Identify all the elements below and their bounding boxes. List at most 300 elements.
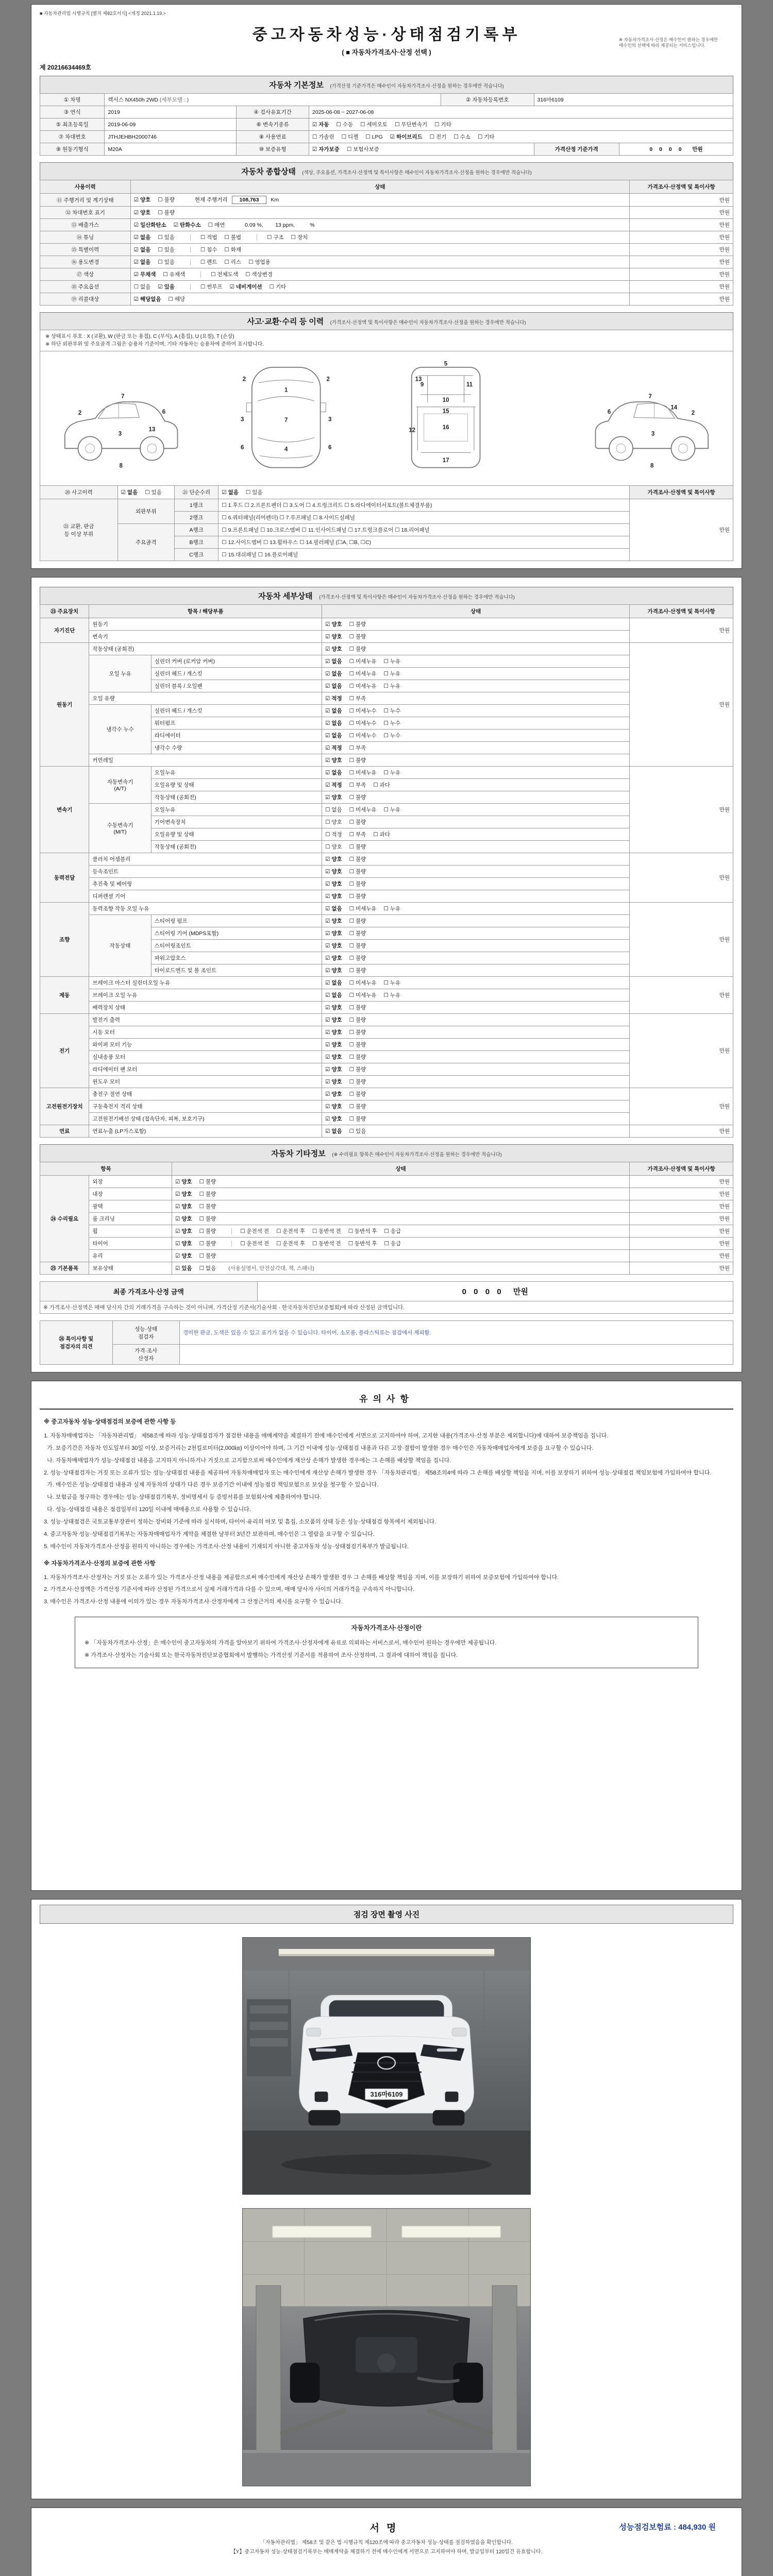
other-row <box>40 1250 733 1262</box>
checkbox-option: ☐ 불량 <box>349 1116 366 1122</box>
item-label: 브레이크 오일 누유 <box>89 989 322 1002</box>
other-header-row <box>40 1162 733 1176</box>
row-label: ⑪ 주행거리 및 계기상태 <box>40 194 131 207</box>
status-cell <box>172 1176 629 1188</box>
svg-text:4: 4 <box>284 446 288 453</box>
item-label: 구동축전지 격리 상태 <box>89 1100 322 1113</box>
main-frame-label: 주요골격 <box>117 524 174 561</box>
item-label: 고전원전기배선 상태 (접속단자, 피복, 보호기구) <box>89 1113 322 1125</box>
col-device: ㉓ 주요장치 <box>40 605 89 618</box>
checkbox-option: ☐ 불량 <box>199 1228 216 1234</box>
status-cell <box>322 1014 630 1026</box>
checkbox-option: ☑ 양호 <box>325 1066 342 1073</box>
final-basis-row <box>40 1301 733 1314</box>
signature-title: 서명 <box>369 2523 404 2534</box>
checkbox-option: ☐ 불량 <box>349 1005 366 1011</box>
checkbox-option: ☑ 양호 <box>133 210 151 216</box>
item-label: 실내송풍 모터 <box>89 1051 322 1063</box>
rank-parts: ☐ 12.사이드멤버 ☐ 13.휠하우스 ☐ 14.필러패널 (☐A, ☐B, ☐C) <box>219 536 630 549</box>
svg-text:6: 6 <box>162 409 166 416</box>
col-status: 상태 <box>322 605 630 618</box>
panel-main-info <box>31 4 742 569</box>
status-cell <box>322 618 630 631</box>
svg-text:5: 5 <box>444 361 448 367</box>
checkbox-option: ☐ 불량 <box>199 1179 216 1185</box>
checkbox-option: ☐ 매연 <box>208 222 225 228</box>
section-note: (색상, 주요옵션, 가격조사·산정액 및 특이사항은 매수인이 자동차가격조사·산정을 원하는 경우에만 적습니다) <box>302 170 532 176</box>
checkbox-option: ☑ 양호 <box>325 1029 342 1036</box>
checkbox-option: ☐ 보험사보증 <box>346 146 379 152</box>
photos-container <box>40 1924 733 2492</box>
panel-signature <box>31 2507 742 2576</box>
final-price-table <box>40 1281 733 1314</box>
checkbox-option: ☐ 화재 <box>224 247 242 253</box>
checkbox-option: ☑ 양호 <box>325 1091 342 1097</box>
other-row <box>40 1200 733 1213</box>
svg-text:7: 7 <box>121 394 125 400</box>
col-status: 상태 <box>130 180 630 194</box>
status-cell <box>322 655 630 668</box>
detail-row <box>40 853 733 866</box>
col-price: 가격조사·산정액 및 특이사항 <box>630 605 733 618</box>
detail-row <box>40 903 733 915</box>
major-device-label: 제동 <box>40 977 89 1014</box>
checkbox-option: ☐ 전체도색 <box>211 272 238 278</box>
status-cell <box>172 1213 629 1225</box>
rank-parts: ☐ 1.후드 ☐ 2.프론트펜더 ☐ 3.도어 ☐ 4.트렁크리드 ☐ 5.라디에이터서포트(볼트체결부품) <box>219 499 630 512</box>
overall-row-usage-change <box>40 256 733 268</box>
row-label: ⑬ 배출가스 <box>40 219 131 231</box>
checkbox-option: ☐ 양호 <box>325 844 342 850</box>
checkbox-option: ☐ 불량 <box>349 1079 366 1085</box>
overall-row-recall <box>40 293 733 306</box>
price-cell: 만원 <box>630 219 733 231</box>
checkbox-option: ☑ 양호 <box>325 1116 342 1122</box>
checkbox-option: ☐ 있음 <box>158 234 175 241</box>
section-other-header <box>40 1144 733 1162</box>
major-device-label: 고전원전기장치 <box>40 1088 89 1125</box>
checkbox-option: ☑ 양호 <box>325 646 342 652</box>
overall-table <box>40 180 733 306</box>
notice-item: 3. 성능·상태점검은 국토교통부장관이 정하는 장비와 기준에 따라 실시하며, 타이어·유리의 마모 및 흠집, 소모품의 상태 등은 성능·상태점검 항목에서 제외됩니다. <box>44 1519 436 1526</box>
checkbox-option: ☐ 불량 <box>349 955 366 961</box>
status-cell <box>322 1026 630 1039</box>
checkbox-option: ☐ 부족 <box>349 745 366 751</box>
major-device-label: 연료 <box>40 1125 89 1138</box>
status-cell <box>130 268 630 281</box>
basic-items-note: (사용설명서, 안전삼각대, 잭, 스패너) <box>228 1265 314 1272</box>
price-cell: 만원 <box>630 1176 733 1188</box>
checkbox-option: ☐ 불량 <box>349 1091 366 1097</box>
license-plate: 316마6109 <box>370 2090 403 2098</box>
repair-group-label: ㉔ 수리필요 <box>40 1176 89 1262</box>
price-cell: 만원 <box>630 281 733 293</box>
item-label: 브레이크 마스터 실린더오일 누유 <box>89 977 322 989</box>
document-number: 제 20216634469호 <box>40 64 91 71</box>
status-cell <box>322 828 630 841</box>
status-cell <box>172 1238 629 1250</box>
notice-item: 다. 성능·상태점검 내용은 점검일부터 120일 이내에 매매용으로 사용할 수 있습니다. <box>44 1506 251 1513</box>
section-note: (가격산정 기준가격은 매수인이 자동차가격조사·산정을 원하는 경우에만 적습니다) <box>330 83 504 89</box>
detail-row <box>40 767 733 779</box>
checkbox-option: ☐ 누유 <box>383 658 401 665</box>
status-cell <box>322 841 630 853</box>
notice-item: 1. 자동차가격조사·산정자는 거짓 또는 오류가 있는 가격조사·산정 내용을 제공함으로써 매수인에게 재산상 손해가 발생한 경우 그 손해를 배상할 책임을 지며, 이를 보장하기 위하여 보증보험에 가입하여야 합니다. <box>44 1574 559 1581</box>
detail-row <box>40 631 733 643</box>
overall-row-emission <box>40 219 733 231</box>
item-label: 추진축 및 베어링 <box>89 878 322 890</box>
checkbox-option: ☑ 적정 <box>325 782 342 788</box>
checkbox-option: ☐ 불량 <box>349 794 366 801</box>
accident-history-label: ⑳ 사고이력 <box>40 486 118 499</box>
svg-text:8: 8 <box>119 463 123 469</box>
detail-row <box>40 915 733 927</box>
checkbox-option: ☑ 자동 <box>312 122 329 128</box>
final-basis-note: ※ 가격조사·산정액은 매매 당사자 간의 거래가격을 구속하는 것이 아니며, 가격산정 기준서(기술사회 · 한국자동차진단보증협회)에 따라 산정된 금액입니다. <box>40 1301 733 1314</box>
checkbox-option: ☐ 미세누유 <box>349 992 377 998</box>
svg-text:3: 3 <box>241 416 244 423</box>
checkbox-option: ☑ 양호 <box>325 869 342 875</box>
item-label: 충전구 절연 상태 <box>89 1088 322 1100</box>
checkbox-option: ☑ 양호 <box>325 1054 342 1060</box>
item-label: 동력조향 작동 오일 누유 <box>89 903 322 915</box>
section-note: (※ 수리필요 항목은 매수인이 자동차가격조사·산정을 원하는 경우에만 적습니다) <box>332 1152 502 1158</box>
checkbox-option: ☐ 침수 <box>200 247 217 253</box>
status-cell <box>172 1188 629 1200</box>
status-cell <box>130 256 630 268</box>
checkbox-option: ☐ 동반석 후 <box>348 1228 377 1234</box>
notice-item: 5. 매수인이 자동차가격조사·산정을 원하지 아니하는 경우에는 가격조사·산정 내용이 기재되지 아니한 중고자동차 성능·상태점검기록부가 발급됩니다. <box>44 1543 409 1550</box>
svg-text:3: 3 <box>328 416 332 423</box>
price-cell: 만원 <box>630 1213 733 1225</box>
svg-text:16: 16 <box>442 425 449 431</box>
svg-text:13: 13 <box>148 426 156 433</box>
emission-values: 0.09 %, 13 ppm, % <box>245 222 315 228</box>
checkbox-option: ☐ 미세누유 <box>349 770 377 776</box>
notice-item: 가. 매수인은 성능·상태점검 내용과 실제 자동차의 상태가 다른 경우 보증기간 이내에 성능점검 책임보험으로 보상을 청구할 수 있습니다. <box>44 1482 379 1488</box>
checkbox-option: ☐ 누유 <box>383 980 401 986</box>
price-cell: 만원 <box>630 618 733 643</box>
sub-group-label: 작동상태 <box>89 915 151 977</box>
checkbox-option: ☑ 없음 <box>325 992 342 998</box>
status-cell <box>322 1063 630 1076</box>
status-cell <box>172 1250 629 1262</box>
notice-item: 나. 자동차매매업자가 성능·상태점검 내용을 고지하지 아니하거나 거짓으로 고지함으로써 매수인에게 재산상 손해가 발생한 경우에는 그 손해를 배상할 책임을 집니다. <box>44 1457 451 1464</box>
checkbox-option: ☑ 없음 <box>133 259 151 265</box>
basic-items-label: ㉕ 기본품목 <box>40 1262 89 1275</box>
checkbox-option: ☐ 불량 <box>349 1029 366 1036</box>
checkbox-option: ☑ 없음 <box>121 489 138 496</box>
section-overall-header <box>40 162 733 180</box>
fuel-label: ⑧ 사용연료 <box>237 131 309 143</box>
document-title-block <box>40 19 733 58</box>
regulation-note: ■ 자동차관리법 시행규칙 [별지 제82호서식] <개정 2021.1.19.> <box>40 11 166 16</box>
status-cell <box>130 281 630 293</box>
price-cell: 만원 <box>630 1238 733 1250</box>
checkbox-option: ☐ 미세누유 <box>349 980 377 986</box>
checkbox-option: ☐ 불량 <box>158 197 175 203</box>
price-cell: 만원 <box>630 853 733 903</box>
svg-text:3: 3 <box>651 431 655 437</box>
checkbox-option: ☐ 과다 <box>373 782 390 788</box>
svg-text:2: 2 <box>326 376 330 383</box>
detail-row <box>40 1002 733 1014</box>
item-label: 스티어링 기어 (MDPS포함) <box>151 927 322 940</box>
price-cell: 만원 <box>630 903 733 977</box>
major-device-label: 조향 <box>40 903 89 977</box>
status-cell <box>322 804 630 816</box>
overall-row-special <box>40 244 733 256</box>
status-cell <box>322 1051 630 1063</box>
svg-text:7: 7 <box>648 394 652 400</box>
checkbox-option: ☑ 없음 <box>222 489 239 496</box>
checkbox-option: ☑ 양호 <box>325 1104 342 1110</box>
svg-text:2: 2 <box>242 376 246 383</box>
checkbox-option: ☐ 운전석 후 <box>276 1228 305 1234</box>
checkbox-option: ☐ 불량 <box>158 210 175 216</box>
car-diagram-box <box>40 351 733 485</box>
checkbox-option: ☐ 불량 <box>349 943 366 949</box>
status-cell <box>322 890 630 903</box>
item-label: 냉각수 수량 <box>151 742 322 754</box>
item-label: 커먼레일 <box>89 754 322 767</box>
section-note: (가격조사·산정액 및 특이사항은 매수인이 자동차가격조사·산정을 원하는 경우에만 적습니다) <box>330 320 526 326</box>
item-label: 보유상태 <box>89 1262 172 1275</box>
svg-text:7: 7 <box>284 417 288 424</box>
sub-group-label: 냉각수 누수 <box>89 705 151 754</box>
checkbox-option: ☑ 없음 <box>325 733 342 739</box>
inspector-opinion-text: 경미한 판금, 도색은 있을 수 있고 표기가 없을 수 있습니다. 타이어, 소모품, 플라스틱류는 점검에서 제외함. <box>180 1321 733 1345</box>
checkbox-option: ☐ 있음 <box>145 489 162 496</box>
col-price: 가격조사·산정액 및 특이사항 <box>630 1162 733 1176</box>
status-cell <box>322 915 630 927</box>
checkbox-option: ☐ 해당 <box>168 296 186 302</box>
checkbox-option: ☑ 일산화탄소 <box>133 222 166 228</box>
checkbox-option: ☐ 구조 <box>266 234 284 241</box>
status-cell <box>322 767 630 779</box>
checkbox-option: ☐ 불량 <box>349 918 366 924</box>
overall-row-mileage <box>40 194 733 207</box>
detail-row <box>40 1076 733 1088</box>
mileage-unit: Km <box>271 197 279 203</box>
checkbox-option: ☑ 양호 <box>325 621 342 628</box>
checkbox-option: ☑ 양호 <box>325 943 342 949</box>
checkbox-option: ☑ 적정 <box>325 745 342 751</box>
col-price: 가격조사·산정액 및 특이사항 <box>630 486 733 499</box>
reg-no-value: 316마6109 <box>534 94 733 106</box>
basic-row-4 <box>40 131 733 143</box>
checkbox-option: ☑ 양호 <box>325 930 342 937</box>
base-price-label: 가격산정 기준가격 <box>534 143 619 156</box>
panel-photos <box>31 1899 742 2499</box>
rank-label: A랭크 <box>174 524 218 536</box>
checkbox-option: ☐ 불량 <box>349 621 366 628</box>
checkbox-option: ☐ LPG <box>365 134 383 140</box>
inspector-label: 성능·상태 점검자 <box>112 1321 179 1345</box>
item-label: 디퍼렌셜 기어 <box>89 890 322 903</box>
item-label: 클러치 어셈블리 <box>89 853 322 866</box>
checkbox-option: ☐ 불량 <box>349 1054 366 1060</box>
price-appraisal-info-box <box>75 1617 698 1668</box>
detail-row <box>40 1039 733 1051</box>
checkbox-option: ☑ 없음 <box>325 683 342 689</box>
price-cell: 만원 <box>630 1125 733 1138</box>
first-reg-label: ⑤ 최초등록일 <box>40 118 105 131</box>
current-mileage-label: 현재 주행거리 <box>194 197 228 203</box>
checkbox-option: ☐ 디젤 <box>341 134 359 140</box>
price-cell: 만원 <box>630 244 733 256</box>
checkbox-option: ☑ 해당없음 <box>133 296 161 302</box>
detail-row <box>40 705 733 717</box>
svg-text:2: 2 <box>691 410 695 416</box>
status-cell <box>322 1039 630 1051</box>
checkbox-option: ☐ 가솔린 <box>312 134 334 140</box>
overall-header-row <box>40 180 733 194</box>
checkbox-option: ☑ 양호 <box>325 1079 342 1085</box>
checkbox-option: ☐ 누유 <box>383 683 401 689</box>
detail-row <box>40 1088 733 1100</box>
checkbox-option: ☐ 누수 <box>383 708 401 714</box>
exchange-area-label: ㉒ 교환, 판금 등 이상 부위 <box>40 499 118 561</box>
checkbox-option: ☑ 양호 <box>325 1017 342 1023</box>
svg-text:2: 2 <box>78 410 82 416</box>
legend-line-1: ※ 상태표시 부호 : X (교환), W (판금 또는 용접), C (부식), A (흠집), U (요철), T (손상) <box>45 334 234 340</box>
price-cell: 만원 <box>630 207 733 219</box>
item-label: 실린더 헤드 / 개스킷 <box>151 705 322 717</box>
checkbox-option: ☐ 누수 <box>383 733 401 739</box>
checkbox-option: ☑ 없음 <box>325 658 342 665</box>
checkbox-option: ☑ 없음 <box>325 708 342 714</box>
item-label: 라디에이터 팬 모터 <box>89 1063 322 1076</box>
checkbox-option: ☐ 부족 <box>349 782 366 788</box>
transmission-label: ⑥ 변속기종류 <box>237 118 309 131</box>
signature-note-line1: 「자동차관리법」 제58조 및 같은 법 시행규칙 제120조에 따라 중고자동차 성능·상태를 점검하였음을 확인합니다. <box>260 2540 513 2546</box>
status-cell <box>322 643 630 655</box>
checkbox-option: ☑ 양호 <box>325 918 342 924</box>
checkbox-option: ☐ 없음 <box>199 1265 216 1272</box>
rank-row-1 <box>40 499 733 512</box>
title-side-note-line2: 매수인의 선택에 따라 제공되는 서비스입니다. <box>619 43 705 48</box>
row-label: ⑫ 차대번호 표기 <box>40 207 131 219</box>
detail-row <box>40 1113 733 1125</box>
checkbox-option: ☐ 기타 <box>477 134 495 140</box>
status-cell <box>322 853 630 866</box>
other-row <box>40 1213 733 1225</box>
checkbox-option: ☑ 양호 <box>325 794 342 801</box>
detail-row <box>40 1100 733 1113</box>
item-label: 실린더 커버 (로커암 커버) <box>151 655 322 668</box>
checkbox-option: ☐ 미세누유 <box>349 658 377 665</box>
inspection-label: ④ 검사유효기간 <box>237 106 309 118</box>
checkbox-option: ☑ 있음 <box>175 1265 192 1272</box>
inspection-value: 2025-06-08 ~ 2027-06-08 <box>309 106 733 118</box>
checkbox-option: ☐ 양호 <box>325 819 342 825</box>
checkbox-option: ☑ 자가보증 <box>312 146 340 152</box>
checkbox-option: ☑ 양호 <box>175 1253 192 1259</box>
checkbox-option: ☐ 불법 <box>224 234 242 241</box>
svg-text:15: 15 <box>442 408 449 415</box>
fuel-options <box>309 131 733 143</box>
item-label: 워터펌프 <box>151 717 322 730</box>
item-label: 발전기 출력 <box>89 1014 322 1026</box>
detail-row <box>40 1014 733 1026</box>
checkbox-option: ☐ 운전석 전 <box>240 1228 270 1234</box>
col-item: 항목 <box>40 1162 172 1176</box>
checkbox-option: ☐ 불량 <box>199 1216 216 1222</box>
row-label: ⑱ 주요옵션 <box>40 281 131 293</box>
checkbox-option: ☐ 불량 <box>349 844 366 850</box>
svg-text:6: 6 <box>328 445 332 451</box>
warranty-options <box>309 143 534 156</box>
price-cell: 만원 <box>630 767 733 853</box>
item-label: 내장 <box>89 1188 172 1200</box>
svg-text:17: 17 <box>442 457 449 464</box>
checkbox-option: ☐ 부족 <box>349 696 366 702</box>
price-cell: 만원 <box>630 231 733 244</box>
checkbox-option: ☑ 없음 <box>325 906 342 912</box>
base-price-value: 0 0 0 0 만원 <box>619 143 733 156</box>
checkbox-option: ☑ 없음 <box>325 720 342 726</box>
status-cell <box>130 219 630 231</box>
svg-text:6: 6 <box>607 409 611 416</box>
other-row <box>40 1262 733 1275</box>
inspection-photo-front <box>242 1937 531 2195</box>
divider <box>231 1228 232 1234</box>
first-reg-value: 2019-06-09 <box>105 118 237 131</box>
status-cell <box>322 989 630 1002</box>
item-label: 윈도우 모터 <box>89 1076 322 1088</box>
inspection-photo-underbody <box>242 2208 531 2486</box>
checkbox-option: ☑ 양호 <box>325 634 342 640</box>
major-device-label: 변속기 <box>40 767 89 853</box>
rank-label: B랭크 <box>174 536 218 549</box>
checkbox-option: ☐ 불량 <box>349 1066 366 1073</box>
checkbox-option: ☐ 불량 <box>199 1241 216 1247</box>
checkbox-option: ☐ 누유 <box>383 770 401 776</box>
overall-row-color <box>40 268 733 281</box>
rank-label: 2랭크 <box>174 512 218 524</box>
status-cell <box>130 194 630 207</box>
info-box-line: ※ 「자동차가격조사·산정」은 매수인이 중고자동차의 가격을 알아보기 위하여 가격조사·산정자에게 유료로 의뢰하는 서비스로서, 매수인이 원하는 경우에만 제공됩니다. <box>85 1640 497 1647</box>
overall-row-vin <box>40 207 733 219</box>
checkbox-option: ☐ 불량 <box>349 856 366 862</box>
notice-item: 나. 보험금을 청구하는 경우에는 성능·상태점검기록부, 정비명세서 등 증빙서류를 보험회사에 제출하여야 합니다. <box>44 1494 322 1501</box>
status-cell <box>130 231 630 244</box>
item-label: 기어변속장치 <box>151 816 322 828</box>
status-cell <box>322 631 630 643</box>
checkbox-option: ☑ 양호 <box>325 893 342 900</box>
checkbox-option: ☐ 미세누수 <box>349 733 377 739</box>
checkbox-option: ☐ 응급 <box>384 1228 401 1234</box>
price-cell: 만원 <box>630 1200 733 1213</box>
checkbox-option: ☐ 운전석 후 <box>276 1241 305 1247</box>
status-cell <box>322 717 630 730</box>
svg-text:6: 6 <box>241 445 244 451</box>
section-title: 자동차 기타정보 <box>271 1149 326 1158</box>
price-cell: 만원 <box>630 1188 733 1200</box>
checkbox-option: ☑ 없음 <box>325 770 342 776</box>
final-price-row <box>40 1282 733 1301</box>
svg-text:12: 12 <box>409 427 415 434</box>
checkbox-option: ☐ 불량 <box>349 893 366 900</box>
item-label: 연료누출 (LP가스포함) <box>89 1125 322 1138</box>
section-title: 자동차 세부상태 <box>258 592 313 601</box>
checkbox-option: ☑ 양호 <box>325 1042 342 1048</box>
panel-notice <box>31 1381 742 1891</box>
opinion-group-label: ㉖ 특이사항 및 점검자의 의견 <box>40 1321 113 1365</box>
item-label: 원동기 <box>89 618 322 631</box>
warranty-label: ⑩ 보증유형 <box>237 143 309 156</box>
